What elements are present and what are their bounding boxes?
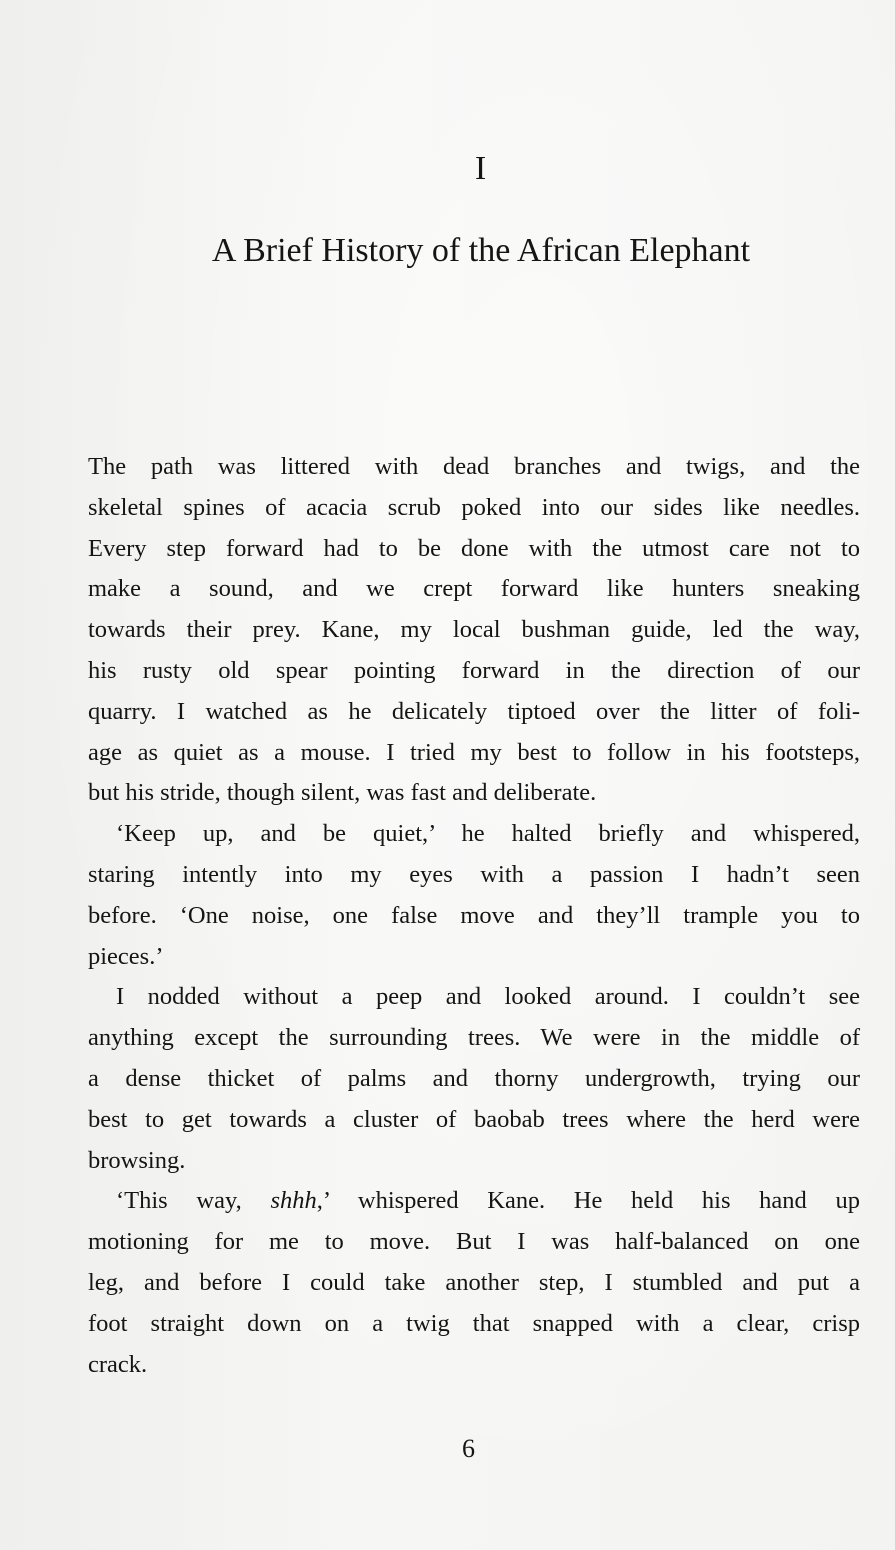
page-number: 6: [462, 1434, 475, 1463]
text-line: Every step forward had to be done with the utmost care not to: [88, 534, 860, 562]
text-line: ‘This way, shhh,’ whispered Kane. He held his hand up: [116, 1187, 860, 1215]
paragraph: [88, 1181, 860, 1385]
text-line: crack.: [88, 1350, 148, 1378]
body-text: [88, 447, 860, 1385]
text-line: age as quiet as a mouse. I tried my best to follow in his footsteps,: [88, 738, 860, 766]
text-line: The path was littered with dead branches and twigs, and the: [88, 453, 860, 480]
paragraph: [88, 447, 860, 814]
text-line: foot straight down on a twig that snapped with a clear, crisp: [88, 1309, 860, 1337]
emphasis: shhh: [270, 1187, 317, 1215]
text-line: pieces.’: [88, 942, 164, 970]
text-line: I nodded without a peep and looked around. I couldn’t see: [116, 983, 860, 1011]
text-line: best to get towards a cluster of baobab trees where the herd were: [88, 1105, 860, 1133]
paragraph: [88, 977, 860, 1181]
text-line: towards their prey. Kane, my local bushman guide, led the way,: [88, 616, 860, 644]
text-line: before. ‘One noise, one false move and they’ll trample you to: [88, 901, 860, 929]
text-line: but his stride, though silent, was fast and deliberate.: [88, 779, 597, 807]
text-line: ‘Keep up, and be quiet,’ he halted briefly and whispered,: [116, 820, 860, 848]
text-line: leg, and before I could take another step, I stumbled and put a: [88, 1268, 860, 1296]
text-line: skeletal spines of acacia scrub poked into our sides like needles.: [88, 493, 860, 521]
paragraph: [88, 814, 860, 977]
text-line: browsing.: [88, 1146, 186, 1174]
text-line: quarry. I watched as he delicately tiptoed over the litter of foli-: [88, 697, 860, 725]
text-line: a dense thicket of palms and thorny undergrowth, trying our: [88, 1064, 860, 1092]
text-line: anything except the surrounding trees. We were in the middle of: [88, 1024, 860, 1052]
chapter-title: A Brief History of the African Elephant: [211, 232, 751, 269]
text-line: his rusty old spear pointing forward in the direction of our: [88, 656, 860, 684]
text-line: staring intently into my eyes with a passion I hadn’t seen: [88, 860, 860, 888]
text-line: motioning for me to move. But I was half-balanced on one: [88, 1228, 860, 1256]
text-line: make a sound, and we crept forward like hunters sneaking: [88, 575, 860, 603]
chapter-number: I: [474, 150, 488, 187]
